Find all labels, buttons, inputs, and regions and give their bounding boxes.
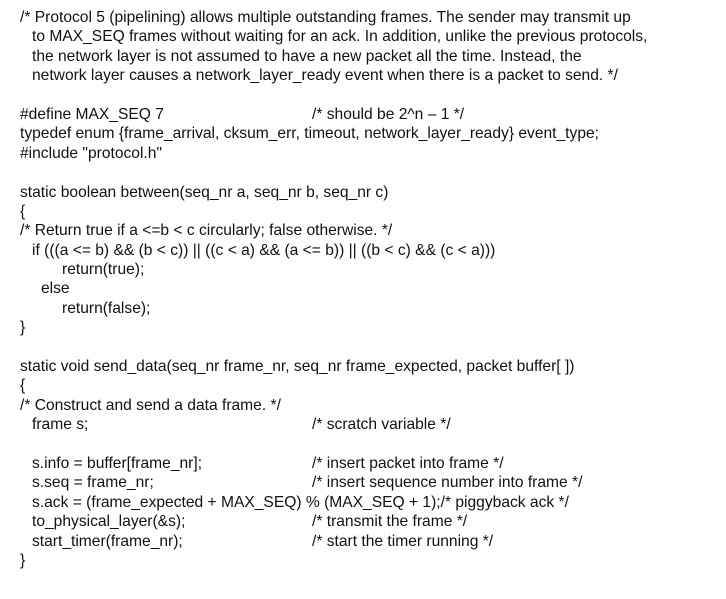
code-line xyxy=(20,8,724,27)
code-text: static boolean between(seq_nr a, seq_nr b, seq_nr c) xyxy=(20,183,389,201)
code-text: to_physical_layer(&s); xyxy=(32,513,186,531)
code-text: /* Protocol 5 (pipelining) allows multiple outstanding frames. The sender may transmit up xyxy=(20,9,631,26)
code-comment: /* start the timer running */ xyxy=(312,532,494,550)
code-text: { xyxy=(20,202,26,220)
code-text: to MAX_SEQ frames without waiting for an ack. In addition, unlike the previous protocols, xyxy=(32,28,648,46)
code-text: /* Return true if a <=b < c circularly; false otherwise. */ xyxy=(20,222,393,240)
code-line xyxy=(20,241,724,260)
code-line xyxy=(20,47,724,66)
code-line xyxy=(20,396,724,415)
code-text: #include "protocol.h" xyxy=(20,144,162,162)
code-text: /* Construct and send a data frame. */ xyxy=(20,396,281,414)
code-text: s.info = buffer[frame_nr]; xyxy=(32,454,203,472)
code-line xyxy=(20,279,724,298)
code-line xyxy=(20,435,724,454)
code-line xyxy=(20,124,724,143)
code-line xyxy=(20,357,724,376)
code-text: static void send_data(seq_nr frame_nr, seq_nr frame_expected, packet buffer[ ]) xyxy=(20,358,575,376)
code-line xyxy=(20,376,724,395)
code-comment: /* scratch variable */ xyxy=(312,416,451,434)
code-text: frame s; xyxy=(32,416,89,434)
code-line xyxy=(20,27,724,46)
code-line xyxy=(20,473,724,492)
code-text: s.seq = frame_nr; xyxy=(32,474,154,492)
code-line xyxy=(20,532,724,551)
code-line xyxy=(20,338,724,357)
code-line xyxy=(20,493,724,512)
code-text: network layer causes a network_layer_ready event when there is a packet to send. */ xyxy=(32,67,618,85)
code-comment: /* transmit the frame */ xyxy=(312,513,468,531)
code-line xyxy=(20,415,724,434)
code-text: else xyxy=(41,280,70,298)
code-line xyxy=(20,260,724,279)
code-line xyxy=(20,144,724,163)
code-line xyxy=(20,105,724,124)
code-comment: /* should be 2^n – 1 */ xyxy=(312,105,465,123)
code-line xyxy=(20,299,724,318)
code-line xyxy=(20,454,724,473)
code-text: { xyxy=(20,377,26,395)
code-line xyxy=(20,512,724,531)
code-text: if (((a <= b) && (b < c)) || ((c < a) && (a <= b)) || ((b < c) && (c < a))) xyxy=(32,241,496,259)
code-line xyxy=(20,183,724,202)
code-text: typedef enum {frame_arrival, cksum_err, timeout, network_layer_ready} event_type; xyxy=(20,125,599,143)
code-line xyxy=(20,66,724,85)
code-text: } xyxy=(20,551,26,569)
code-text: return(true); xyxy=(62,261,145,279)
code-text: #define MAX_SEQ 7 xyxy=(20,105,164,123)
code-line xyxy=(20,86,724,105)
code-line xyxy=(20,221,724,240)
code-line xyxy=(20,318,724,337)
code-line xyxy=(20,202,724,221)
code-line xyxy=(20,551,724,570)
code-line xyxy=(20,163,724,182)
code-text: the network layer is not assumed to have a new packet all the time. Instead, the xyxy=(32,47,582,65)
code-listing xyxy=(20,8,724,570)
code-comment: /* insert packet into frame */ xyxy=(312,454,504,472)
code-text: s.ack = (frame_expected + MAX_SEQ) % (MAX_SEQ + 1);/* piggyback ack */ xyxy=(32,493,569,511)
code-text: } xyxy=(20,319,26,337)
code-text: return(false); xyxy=(62,299,151,317)
code-comment: /* insert sequence number into frame */ xyxy=(312,474,583,492)
code-text: start_timer(frame_nr); xyxy=(32,532,183,550)
